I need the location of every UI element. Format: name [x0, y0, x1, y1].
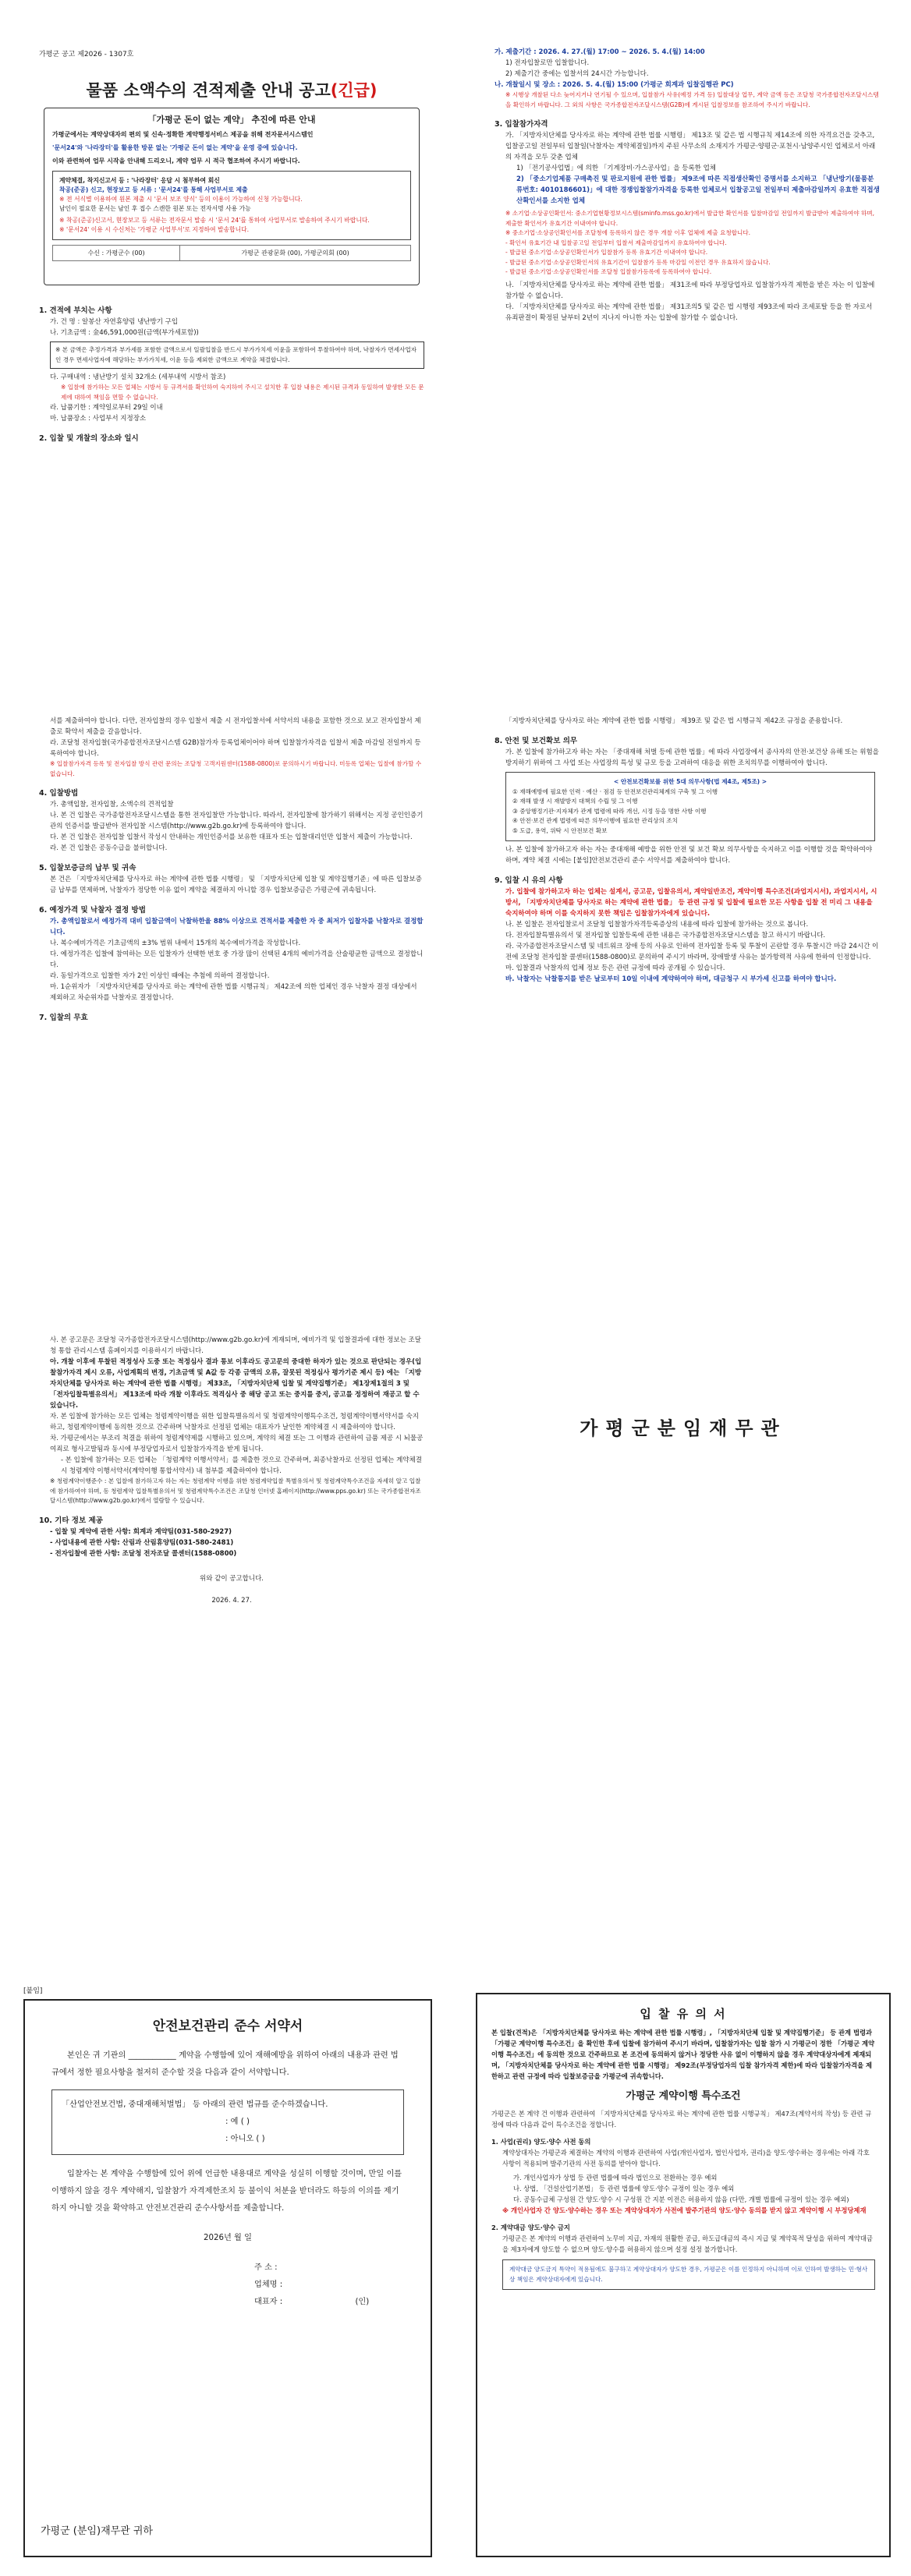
section-10-title: 10. 기타 정보 제공 [39, 1516, 103, 1525]
s3-note-5: - 발급된 중소기업·소상공인확인서의 유효기간이 입찰참가 등록 마감일 이전인 경우 유효하지 않습니다. [505, 258, 771, 266]
s2-item-a-1: 1) 전자입찰로만 입찰합니다. [505, 59, 590, 67]
s1-item-e: 마. 납품장소 : 사업부서 지정장소 [50, 415, 147, 423]
s1-item-b: 나. 기초금액 : 金46,591,000원(금액(부가세포함)) [50, 329, 199, 337]
s1-item-a: 가. 건 명 : 알봉산 자연휴양림 냉난방기 구입 [50, 318, 179, 326]
s6-item-a: 가. 총액입찰로서 예정가격 대비 입찰금액이 낙찰하한율 88% 이상으로 견적서를 제출한 자 중 최저가 입찰자를 낙찰자로 결정합니다. [50, 918, 424, 936]
s2-item-b: 나. 개찰일시 및 장소 : 2026. 5. 4.(월) 15:00 (가평군 회계과 입찰집행관 PC) [494, 81, 734, 89]
pledge-rep [254, 2294, 404, 2311]
page-4-body [494, 716, 880, 1272]
section-2-title: 2. 입찰 및 개찰의 장소와 일시 [39, 434, 139, 443]
p5-item-ja: 자. 본 입찰에 참가하는 모든 업체는 청렴계약이행을 위한 입찰특별유의서 및 청렴계약이행특수조건, 청렴계약이행서약서를 숙지하고, 청렴계약이행에 동의한 것으로 간주하며 낙찰자로 선정된 업체는 대표자가 날인한 계약체결 시 제출하여야 합니다. [50, 1413, 420, 1431]
frame-item-2: 착공(준공) 신고, 현장보고 등 서류 : '문서24'를 통해 사업부서로 제출 [59, 186, 248, 193]
p3-cont-note: ※ 입찰참가자격 등록 및 전자입찰 방식 관련 문의는 조달청 고객지원센터(1588-0800)로 문의하시기 바랍니다. 미등록 업체는 입찰에 참가할 수 없습니다. [50, 760, 422, 777]
s3-notes [494, 209, 880, 278]
frame-text-3: 이와 관련하여 업무 시작을 안내해 드리오니, 계약 업무 시 적극 협조하여 주시기 바랍니다. [52, 157, 300, 165]
document-page-8 [456, 1932, 911, 2576]
s3-note-3: - 확인서 유효기간 내 입찰공고일 전일부터 입찰서 제출마감일까지 유효하여야 합니다. [505, 239, 727, 246]
s6-item-e: 마. 1순위자가 「지방자치단체를 당사자로 하는 계약에 관한 법률 시행규칙」 제42조에 의한 업체인 경우 낙찰자 결정 대상에서 제외하고 차순위자를 낙찰자로 결정합니다. [50, 983, 417, 1002]
notice-number: 가평군 공고 제2026 - 1307호 [39, 51, 134, 58]
section-8-title: 8. 안전 및 보건확보 의무 [494, 737, 578, 745]
frame-item-4: 남인이 필요한 문서는 남인 후 접수 스캔한 원본 또는 전자서명 사용 가능 [59, 205, 251, 212]
urgent-tag: (긴급) [330, 81, 378, 100]
pledge-address: 주 소 : [254, 2263, 278, 2272]
pledge-title: 안전보건관리 준수 서약서 [152, 2019, 303, 2034]
pledge-yes: : 예 ( ) [225, 2118, 250, 2126]
s2-item-a: 가. 제출기간 : 2026. 4. 27.(월) 17:00 ~ 2026. 5. 4.(월) 14:00 [494, 48, 705, 56]
contact-contract: - 입찰 및 계약에 관한 사항: 회계과 계약팀(031-580-2927) [50, 1527, 232, 1536]
s9-item-c: 다. 전자입찰특별유의서 및 전자입찰 입찰등록에 관한 내용은 국가종합전자조달시스템을 참고 하시기 바랍니다. [505, 932, 826, 939]
pledge-rep-label: 대표자 : [254, 2298, 283, 2306]
s8-item-a: 가. 본 입찰에 참가하고자 하는 자는 「중대재해 처벌 등에 관한 법률」에 따라 사업장에서 종사자의 안전·보건상 유해 또는 위험을 방지하기 위하여 그 사업 또는 사업장의 특성 및 규모 등을 고려하여 대응을 위한 조치의무를 이행하여야 합니다. [505, 748, 879, 767]
office-title: 가평군분임재무관 [580, 1417, 787, 1439]
p5-item-sa: 사. 본 공고문은 조달청 국가종합전자조달시스템(http://www.g2b.go.kr)에 게재되며, 예비가격 및 입찰결과에 대한 정보는 조달청 통합 관리시스템 홈페이지를 이용하시기 바랍니다. [50, 1336, 421, 1355]
document-page-2 [456, 0, 911, 644]
p3-cont-2: 라. 조달청 전자입찰(국가종합전자조달시스템 G2B)참가자 등록업체이어야 하며 입찰참가자격을 입찰서 제출 마감일 전일까지 등록하여야 합니다. [50, 739, 421, 758]
s6-item-d: 라. 동일가격으로 입찰한 자가 2인 이상인 때에는 추첨에 의하여 결정합니다. [50, 972, 270, 980]
frame-item-3: ※ 전 서식별 이용하여 원본 제출 시 '문서 보조 양식' 등의 이용이 가능하여 신청 가능합니다. [59, 196, 303, 203]
contact-table [52, 245, 411, 261]
notice-title-main: 물품 소액수의 견적제출 안내 공고 [86, 81, 331, 100]
s3-item-a-text: 가. 「지방자치단체를 당사자로 하는 계약에 관한 법률 시행령」 제13조 및 같은 법 시행규칙 제14조에 의한 자격요건을 갖추고, 입찰공고일 전일부터 입찰일(낙찰자는 계약체결일)까지 주된 사무소의 소재지가 가평군·양평군·포천시·남양주시인 업체로서 아래의 자격을 모두 갖춘 업체 [505, 132, 876, 161]
s3-item-a-1: 1) 「전기공사업법」에 의한 「기계장비·가스공사업」을 등록한 업체 [516, 165, 717, 172]
pledge-no: : 아니오 ( ) [225, 2135, 265, 2143]
s8-item-b: 나. 본 입찰에 참가하고자 하는 자는 중대재해 예방을 위한 안전 및 보건 확보 의무사항을 숙지하고 이를 이행할 것을 확약하여야 하며, 계약 체결 시에는 [붙임]안전보건관리 준수 서약서를 제출하여야 합니다. [505, 846, 873, 865]
section-1-title: 1. 견적에 부치는 사항 [39, 306, 112, 315]
document-page-1 [0, 0, 456, 644]
contact-business: - 사업내용에 관한 사항: 산림과 산림휴양팀(031-580-2481) [50, 1538, 234, 1547]
section-3-title: 3. 입찰참가자격 [494, 120, 548, 129]
closing-statement: 위와 같이 공고합니다. [199, 1574, 264, 1583]
pledge-para-1: 본인은 귀 기관의 ____________ 계약을 수행함에 있어 재해예방을 위하여 아래의 내용과 관련 법규에서 정한 필요사항을 철저히 준수할 것을 다음과 같이 서약합니다. [51, 2051, 399, 2077]
p5-item-a: 아. 개찰 이후에 투찰된 적정성사 도중 또는 적정심사 결과 통보 이후라도 공고문의 중대한 하자가 있는 것으로 판단되는 경우(입찰참가자격 제시 오류, 사업계획의 변경, 기초금액 및 A값 등 각종 금액의 오류, 잘못된 적정심사 평가기준 제시 등) 에는 「지방자치단체를 당사자로 하는 계약에 관한 법률 시행령」 제33조, 「지방자치단체 입찰 및 계약집행기준」 제1장제1절의 3 및 「전자입찰특별유의서」 제13조에 따라 개찰 이후라도 적격심사 중 해당 공고 또는 중지를 중지, 공고를 정정하여 재공고 할 수 있습니다. [50, 1358, 422, 1410]
pledge-law-text: 「산업안전보건법, 중대재해처벌법」 등 아래의 관련 법규를 준수하겠습니다. [62, 2100, 328, 2109]
special-terms-title: 가평군 계약이행 특수조건 [626, 2090, 741, 2102]
term-1-text: 계약상대자는 가평군과 체결하는 계약의 이행과 관련하여 사업(개인사업자, 법인사업자, 권리)을 양도·양수하는 경우에는 아래 각호 사항이 적용되며 발주기관의 사전 동의를 받아야 합니다. [502, 2149, 870, 2167]
document-page-6 [456, 1288, 911, 1932]
contact-cell-1: 수신 : 가평군수 (00) [53, 246, 180, 261]
frame-note-1: ※ 착공(준공)신고서, 현장보고 등 서류는 전자문서 발송 시 '문서 24'를 통하여 사업부서로 발송하여 주시기 바랍니다. [59, 217, 370, 224]
s3-note-1: ※ 소기업·소상공인확인서: 중소기업현황정보시스템(sminfo.mss.go.kr)에서 발급한 확인서를 입찰마감일 전일까지 발급받아 제출하여야 하며, 제출한 확인서가 유효기간 이내여야 합니다. [505, 210, 875, 227]
term-2-title: 2. 계약대금 양도·양수 금지 [491, 2224, 570, 2231]
s3-item-b: 나. 「지방자치단체를 당사자로 하는 계약에 관한 법률」 제31조에 따라 부정당업자로 입찰참가자격 제한을 받은 자는 이 입찰에 참가할 수 없습니다. [505, 281, 875, 300]
pledge-law-box [51, 2089, 404, 2155]
pledge-recipient: 가평군 (분임)재무관 귀하 [41, 2525, 153, 2537]
s2-item-a-2: 2) 제출기간 중에는 입찰서의 24시간 가능합니다. [505, 70, 649, 78]
s9-item-f: 바. 낙찰자는 낙찰통지를 받은 날로부터 10일 이내에 계약하여야 하며, 대금청구 시 부가세 신고를 하여야 합니다. [505, 975, 837, 983]
term-1-sub-a: 가. 개인사업자가 상법 등 관련 법률에 따라 법인으로 전환하는 경우 예외 [513, 2174, 718, 2181]
term-1-title: 1. 사업(권리) 양도·양수 사전 동의 [491, 2138, 591, 2146]
s3-item-a [494, 130, 880, 163]
s1-item-d: 라. 납품기한 : 계약일로부터 29일 이내 [50, 404, 163, 412]
term-2-text: 가평군은 본 계약의 이행과 관련하여 노무비 지급, 자재의 원활한 공급, 하도급대금의 즉시 지급 및 계약목적 달성을 위하여 계약대금을 제3자에게 양도할 수 없으며 양도·양수를 허용하지 않으며 설정 설정 불가합니다. [502, 2235, 873, 2253]
s3-item-c: 다. 「지방자치단체를 당사자로 하는 계약에 관한 법률」 제31조의5 및 같은 법 시행령 제93조에 따라 조세포탈 등을 한 자로서 유죄판결이 확정된 날부터 2년이 지나지 아니한 자는 입찰에 참가할 수 없습니다. [505, 303, 873, 322]
s9-item-a: 가. 입찰에 참가하고자 하는 업체는 설계서, 공고문, 입찰유의서, 계약일반조건, 계약이행 특수조건(과업지시서), 과업지시서, 시방서, 「지방자치단체를 당사자로 하는 계약에 관한 법률」 등 관련 규정 및 입찰에 필요한 모든 사항을 입찰 전 미리 그 내용을 숙지하여야 하며 이를 숙지하지 못한 책임은 입찰참가자에게 있습니다. [505, 888, 877, 918]
pledge-company: 업체명 : [254, 2281, 283, 2289]
frame-note-2: ※ '문서24' 이용 시 수신처는 '가평군 사업부서'로 지정하여 발송합니다. [59, 226, 250, 233]
page-2-body [494, 47, 880, 628]
section-9-title: 9. 입찰 시 유의 사항 [494, 876, 563, 885]
s2-note: ※ 시행상 개찰된 다소 늦어지거나 연기될 수 있으며, 입찰참가 사유(예정 가격 등) 입찰대상 업무, 계약 금액 등은 조달청 국가종합전자조달시스템을 확인하기 바랍니다. 그 외의 사항은 국가종합전자조달시스템(G2B)에 게시된 입찰정보를 참조하여 주시기 바랍니다. [505, 91, 879, 108]
pledge-date: 2026년 월 일 [204, 2234, 252, 2242]
pledge-signature-block [51, 2259, 404, 2311]
s5-text: 본 건은 「지방자치단체를 당사자로 하는 계약에 관한 법률 시행령」 및 「지방자치단체 입찰 및 계약집행기준」에 따른 입찰보증금 납부를 면제하며, 낙찰자가 정당한 이유 없이 계약을 체결하지 아니할 경우 입찰보증금은 가평군에 귀속됩니다. [50, 876, 422, 894]
frame-item-1: 계약체결, 착지신고서 등 : '나라장터' 응답 시 첨부하여 회신 [59, 177, 220, 184]
term-2-note-box: 계약대금 양도금지 특약이 적용됨에도 불구하고 계약상대자가 양도한 경우, 가평군은 이를 인정하지 아니하며 이로 인하여 발생하는 민·형사상 책임은 계약상대자에게 있습니다. [502, 2259, 875, 2290]
s3-note-6: - 발급된 중소기업·소상공인확인서를 조달청 입찰참가등록에 등록하여야 합니다. [505, 268, 712, 275]
duty-item-5: ⑤ 도급, 용역, 위탁 시 안전보건 확보 [512, 826, 608, 834]
safety-pledge-frame [23, 1999, 432, 2557]
notice-title [39, 78, 424, 101]
p4-cont: 「지방자치단체를 당사자로 하는 계약에 관한 법률 시행령」 제39조 및 같은 법 시행규칙 제42조 규정을 준용합니다. [505, 717, 843, 725]
frame-text-2: '문서24'와 '나라장터'를 활용한 방문 없는 '가평군 돈이 없는 계약'을 운영 중에 있습니다. [52, 144, 298, 151]
p5-item-cha-sub: - 본 입찰에 참가하는 모든 업체는 「청렴계약 이행서약서」를 제출한 것으로 간주하며, 최종낙찰자로 선정된 업체는 계약체결 시 청렴계약 이행서약서(계약이행 통합서약서) 내 첨부를 제출하여야 합니다. [61, 1456, 422, 1475]
duty-item-2: ② 재해 발생 시 재발방지 대책의 수립 및 그 이행 [512, 798, 638, 805]
s9-item-b: 나. 본 입찰은 전자입찰로서 조달청 입찰참가자격등록증상의 내용에 따라 입찰에 참가하는 것으로 봅니다. [505, 921, 809, 929]
document-page-4 [456, 644, 911, 1288]
section-5-title: 5. 입찰보증금의 납부 및 귀속 [39, 864, 136, 872]
special-terms-para: 가평군은 본 계약 건 이행과 관련하여 「지방자치단체를 당사자로 하는 계약에 관한 법률 시행규칙」 제47조(계약서의 작성) 등 관련 규정에 따라 다음과 같이 특수조건을 정합니다. [491, 2110, 872, 2128]
p5-item-cha: 차. 가평군에서는 부조리 척결을 위하여 청렴계약제를 시행하고 있으며, 계약의 체결 또는 그 이행과 관련하여 금품 제공 시 뇌물공여죄로 형사고발됨과 동시에 부정당업자로서 입찰참가자격을 받게 됩니다. [50, 1435, 424, 1453]
section-7-title: 7. 입찰의 무효 [39, 1014, 88, 1022]
frame-title: 「가평군 돈이 없는 계약」 추진에 따른 안내 [147, 115, 316, 125]
section-1 [39, 296, 424, 444]
contact-cell-2: 가평군 관광문화 (00), 가평군의회 (00) [180, 246, 411, 261]
frame-text-1: 가평군에서는 계약상대자의 편의 및 신속·정확한 계약행정서비스 제공을 위해 전자문서시스템인 [52, 131, 314, 138]
term-1-sub-b: 나. 상법, 「건설산업기본법」 등 관련 법률에 양도·양수 규정이 있는 경우 예외 [513, 2185, 735, 2192]
caution-para-1: 본 입찰(견적)은 「지방자치단체를 당사자로 하는 계약에 관한 법률 시행령」, 「지방자치단체 입찰 및 계약집행기준」 등 관계 법령과 「가평군 계약이행 특수조건」을 확인한 후에 입찰에 참가하여 주시기 바라며, 입찰참가자는 입찰 참가 시 가평군이 정한 「가평군 계약이행 특수조건」에 동의한 것으로 간주하므로 본 조건에 동의하지 않거나 정당한 사유 없이 이행하지 않을 경우 계약대상자에게 제재되며, 「지방자치단체를 당사자로 하는 계약에 관한 법률 시행령」 제92조(부정당업자의 입찰 참가자격 제한)에 따라 입찰참가자격을 제한하고 관련 규정에 따라 입찰보증금을 가평군에 귀속합니다. [491, 2029, 875, 2080]
s4-item-b: 나. 본 건 입찰은 국가종합전자조달시스템을 통한 전자입찰만 가능합니다. 따라서, 전자입찰에 참가하기 위해서는 지정 공인인증기관의 인증서를 발급받아 전자입찰 시스템(http://www.g2b.go.kr)에 등록하여야 합니다. [50, 812, 424, 830]
s4-item-c: 다. 본 건 입찰은 전자입찰 입찰서 작성시 안내하는 개인인증서를 보유한 대표자 또는 입찰대리인만 입찰서 제출이 가능합니다. [50, 833, 413, 841]
s6-item-c: 다. 예정가격은 입찰에 참여하는 모든 입찰자가 선택한 번호 중 가장 많이 선택된 4개의 예비가격을 산술평균한 금액으로 결정합니다. [50, 950, 424, 969]
term-1-sub-c: 다. 공동수급체 구성원 간 양도·양수 시 구성원 간 지분 이전은 허용하지 않음 (다만, 개별 법률에 규정이 있는 경우 예외) [513, 2196, 849, 2203]
s1-item-c-note: ※ 입찰에 참가하는 모든 업체는 시방서 등 규격서를 확인하여 숙지하여 주시고 설치한 후 입찰 내용은 제시된 규격과 동일하여 발생한 모든 문제에 대하여 책임을 면할 수 없습니다. [61, 384, 424, 401]
s3-note-2: ※ 중소기업·소상공인확인서를 조달청에 등록하지 않은 경우 개찰 이후 업체에 제출 요청합니다. [505, 229, 751, 236]
p5-integrity-note: ※ 청렴계약이행준수 : 본 입찰에 참가하고자 하는 자는 청렴계약 이행을 위한 청렴계약입찰 특별유의서 및 청렴계약특수조건을 자세히 알고 입찰에 참가하여야 하며, 동 청렴계약 입찰특별유의서 및 청렴계약특수조건은 조달청 인터넷 홈페이지(http://www.pps.go.kr) 또는 국가종합전자조달시스템(http://www.g2b.go.kr)에서 열람할 수 있습니다. [50, 1477, 421, 1504]
s1-item-c: 다. 구매내역 : 냉난방기 설치 32개소 (세부내역 시방서 참조) [50, 373, 226, 381]
document-page-7 [0, 1932, 456, 2576]
caution-title: 입 찰 유 의 서 [640, 2007, 727, 2021]
duty-item-3: ③ 중앙행정기관·지자체가 관계 법령에 따라 개선, 시정 등을 명한 사항 이행 [512, 807, 707, 815]
page-5-body [39, 1335, 424, 1916]
s4-item-a: 가. 총액입찰, 전자입찰, 소액수의 견적입찰 [50, 801, 174, 809]
contact-ebid: - 전자입찰에 관한 사항: 조달청 전자조달 콜센터(1588-0800) [50, 1549, 237, 1558]
frame-instruction-panel [52, 171, 411, 240]
s1-note-box: ※ 본 금액은 추정가격과 부가세를 포함한 금액으로서 일괄입찰을 반드시 부가가치세 이윤을 포함하여 투찰하여야 하며, 낙찰자가 면세사업자인 경우 면세사업자에 해당하는 부가가치세, 이윤 등을 제외한 금액으로 계약을 체결합니다. [50, 341, 424, 369]
safety-duty-box [505, 772, 875, 841]
s3-item-a-2: 2) 「중소기업제품 구매촉진 및 판로지원에 관한 법률」 제9조에 따른 직접생산확인 증명서를 소지하고 「냉난방기(물품분류번호: 4010186601)」에 대한 경쟁입찰참가자격을 등록한 업체로서 입찰공고일 전일부터 제출마감일까지 유효한 직접생산확인서를 소지한 업체 [516, 175, 880, 205]
document-page-3 [0, 644, 456, 1288]
notice-date: 2026. 4. 27. [211, 1596, 252, 1605]
duty-title: < 안전보건확보를 위한 5대 의무사항(법 제4조, 제5조) > [613, 778, 767, 785]
document-page-5 [0, 1288, 456, 1932]
s9-item-d: 라. 국가종합전자조달시스템 및 네트워크 장애 등의 사유로 인하여 전자입찰 등록 및 투찰이 곤란할 경우 투찰시간 마감 24시간 이전에 조달청 전자입찰 콜센터(1588-0800)로 문의하여 주시기 바라며, 장애발생 사유는 불가항력적 사유에 한하여 인정합니다. [505, 943, 879, 961]
bid-caution-frame [476, 1993, 891, 2557]
term-1-note: ※ 개인사업자 간 양도·양수하는 경우 또는 계약상대자가 사전에 발주기관의 양도·양수 동의를 받지 않고 계약이행 시 부정당제재 [502, 2206, 867, 2214]
attach-label: [붙임] [23, 1987, 43, 1995]
duty-item-1: ① 재해예방에 필요한 인력 · 예산 · 점검 등 안전보건관리체계의 구축 및 그 이행 [512, 787, 718, 795]
section-6-title: 6. 예정가격 및 낙찰자 결정 방법 [39, 906, 146, 915]
pledge-para-2: 입찰자는 본 계약을 수행함에 있어 위에 언급한 내용대로 계약을 성실히 이행할 것이며, 만일 이를 이행하지 않을 경우 계약해지, 입찰참가 자격제한조치 등 불이익 처분을 받더라도 하등의 이의를 제기하지 아니할 것을 확약하고 안전보건관리 준수사항서를 제출합니다. [51, 2170, 402, 2213]
s9-item-e: 마. 입찰결과 낙찰자의 업체 정보 등은 관련 규정에 따라 공개될 수 있습니다. [505, 964, 725, 972]
pledge-seal: (인) [355, 2298, 370, 2306]
page-3-body [39, 716, 424, 1272]
s6-item-b: 나. 복수예비가격은 기초금액의 ±3% 범위 내에서 15개의 복수예비가격을 작성합니다. [50, 939, 301, 947]
section-4-title: 4. 입찰방법 [39, 789, 79, 798]
no-visit-contract-frame [44, 108, 420, 285]
s4-item-d: 라. 본 건 입찰은 공동수급을 불허합니다. [50, 844, 168, 852]
p3-cont: 서를 제출하여야 합니다. 다만, 전자입찰의 경우 입찰서 제출 시 전자입찰서에 서약서의 내용을 포함한 것으로 보고 전자입찰서 제출로 확약서 제출을 갈음합니다. [50, 717, 421, 736]
duty-item-4: ④ 안전·보건 관계 법령에 따른 의무이행에 필요한 관리상의 조치 [512, 817, 678, 824]
s3-note-4: - 발급된 중소기업·소상공인확인서가 입찰참가 등록 유효기간 이내여야 합니다. [505, 249, 708, 256]
